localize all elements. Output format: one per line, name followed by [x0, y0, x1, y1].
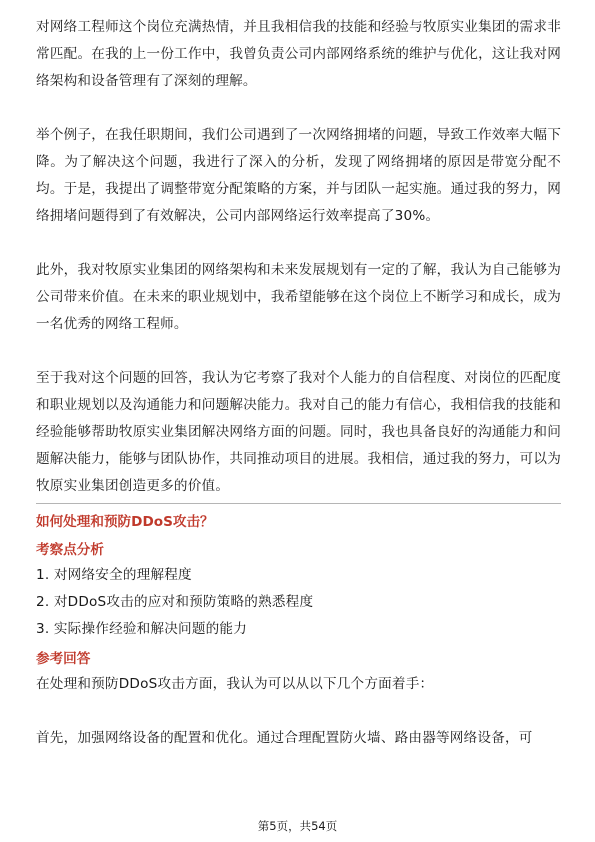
analysis-point: 1. 对网络安全的理解程度 — [36, 567, 192, 583]
analysis-points — [36, 562, 561, 643]
answer-first: 首先，加强网络设备的配置和优化。通过合理配置防火墙、路由器等网络设备，可 — [36, 730, 533, 746]
paragraph-3: 此外，我对牧原实业集团的网络架构和未来发展规划有一定的了解，我认为自己能够为公司带来价值。在未来的职业规划中，我希望能够在这个岗位上不断学习和成长，成为一名优秀的网络工程师。 — [36, 262, 561, 332]
paragraph-2: 举个例子，在我任职期间，我们公司遇到了一次网络拥堵的问题，导致工作效率大幅下降。为了解决这个问题，我进行了深入的分析，发现了网络拥堵的原因是带宽分配不均。于是，我提出了调整带宽分配策略的方案，并与团队一起实施。通过我的努力，网络拥堵问题得到了有效解决，公司内部网络运行效率提高了30%。 — [36, 127, 561, 224]
question-title: 如何处理和预防DDoS攻击？ — [36, 514, 214, 530]
page-footer: 第5页，共54页 — [257, 819, 338, 833]
page-content — [36, 14, 561, 752]
answer-heading: 参考回答 — [36, 651, 91, 667]
analysis-heading: 考察点分析 — [36, 542, 104, 558]
analysis-point: 2. 对DDoS攻击的应对和预防策略的熟悉程度 — [36, 594, 314, 610]
paragraph-4: 至于我对这个问题的回答，我认为它考察了我对个人能力的自信程度、对岗位的匹配度和职业规划以及沟通能力和问题解决能力。我对自己的能力有信心，我相信我的技能和经验能够帮助牧原实业集团解决网络方面的问题。同时，我也具备良好的沟通能力和问题解决能力，能够与团队协作，共同推动项目的进展。我相信，通过我的努力，可以为牧原实业集团创造更多的价值。 — [36, 370, 561, 494]
answer-intro: 在处理和预防DDoS攻击方面，我认为可以从以下几个方面着手： — [36, 676, 434, 692]
analysis-point: 3. 实际操作经验和解决问题的能力 — [36, 621, 248, 637]
paragraph-1: 对网络工程师这个岗位充满热情，并且我相信我的技能和经验与牧原实业集团的需求非常匹配。在我的上一份工作中，我曾负责公司内部网络系统的维护与优化，这让我对网络架构和设备管理有了深刻的理解。 — [36, 19, 561, 89]
section-divider — [36, 503, 561, 504]
